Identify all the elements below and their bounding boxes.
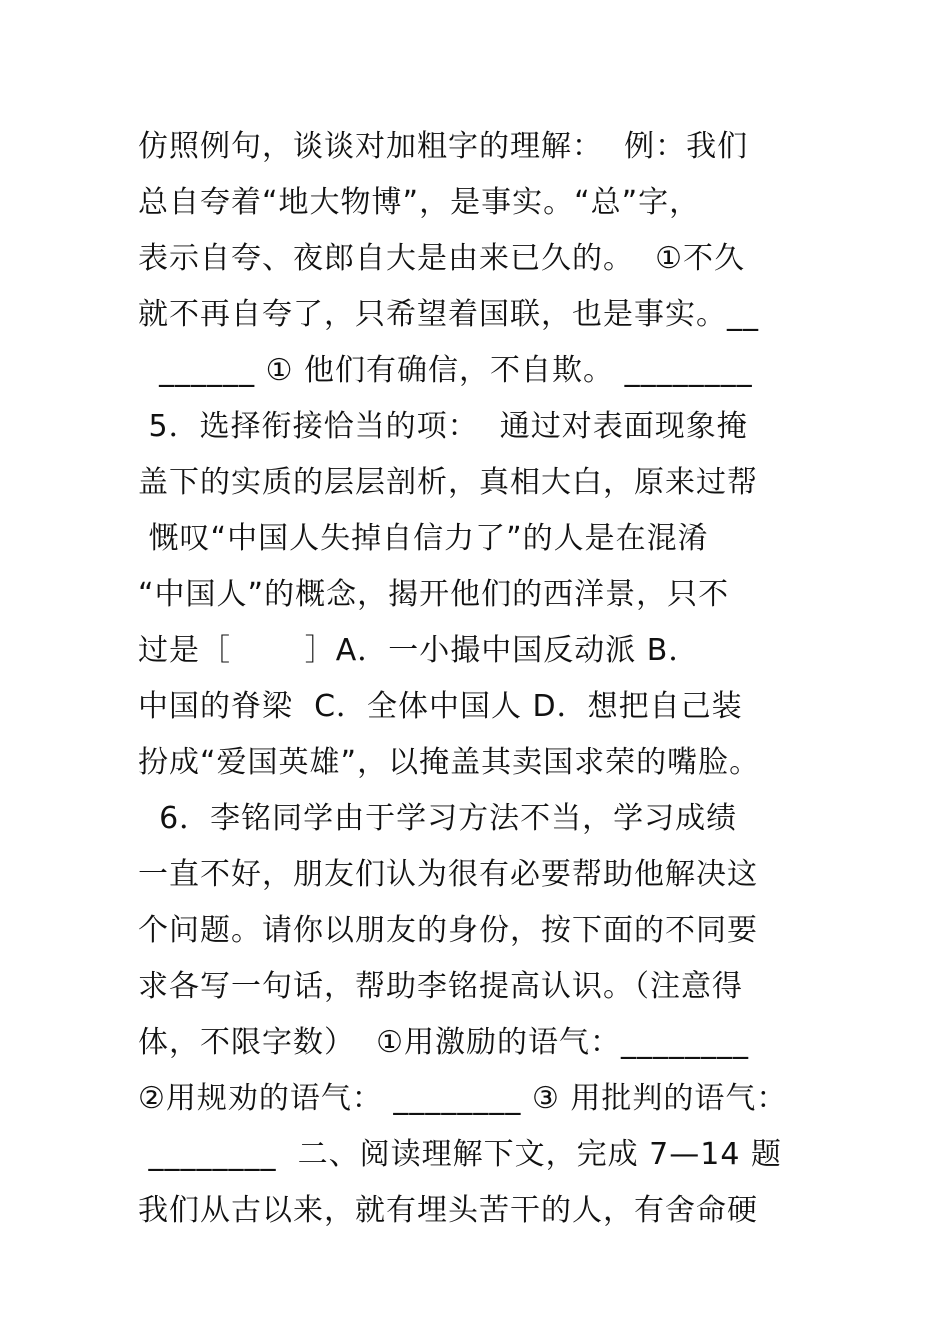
text-line: 中国的脊梁 C．全体中国人 D．想把自己装	[138, 689, 743, 724]
text-line: 体，不限字数） ①用激励的语气：________	[138, 1025, 749, 1060]
text-line: “中国人”的概念，揭开他们的西洋景，只不	[138, 577, 730, 612]
text-line: 仿照例句，谈谈对加粗字的理解： 例：我们	[138, 129, 749, 164]
text-line: 个问题。请你以朋友的身份，按下面的不同要	[138, 913, 758, 948]
text-line: 6．李铭同学由于学习方法不当，学习成绩	[138, 801, 738, 836]
text-line: 过是［ ］A．一小撮中国反动派 B．	[138, 633, 700, 668]
text-line: 求各写一句话，帮助李铭提高认识。（注意得	[138, 969, 743, 1004]
text-line: 扮成“爱国英雄”，以掩盖其卖国求荣的嘴脸。	[138, 745, 761, 780]
text-line: 就不再自夸了，只希望着国联，也是事实。__	[138, 297, 759, 332]
text-line: 表示自夸、夜郎自大是由来已久的。 ①不久	[138, 241, 745, 276]
text-line: ②用规劝的语气： ________ ③ 用批判的语气：	[138, 1081, 788, 1116]
text-line: 总自夸着“地大物博”，是事实。“总”字，	[138, 185, 701, 220]
text-line: ________ 二、阅读理解下文，完成 7—14 题	[138, 1137, 782, 1172]
text-line: 一直不好，朋友们认为很有必要帮助他解决这	[138, 857, 758, 892]
text-line: 慨叹“中国人失掉自信力了”的人是在混淆	[138, 521, 709, 556]
text-line: ______ ① 他们有确信，不自欺。 ________	[138, 353, 753, 388]
text-line: 5．选择衔接恰当的项： 通过对表面现象掩	[138, 409, 748, 444]
text-line: 盖下的实质的层层剖析，真相大白，原来过帮	[138, 465, 758, 500]
text-line: 我们从古以来，就有埋头苦干的人，有舍命硬	[138, 1193, 758, 1228]
